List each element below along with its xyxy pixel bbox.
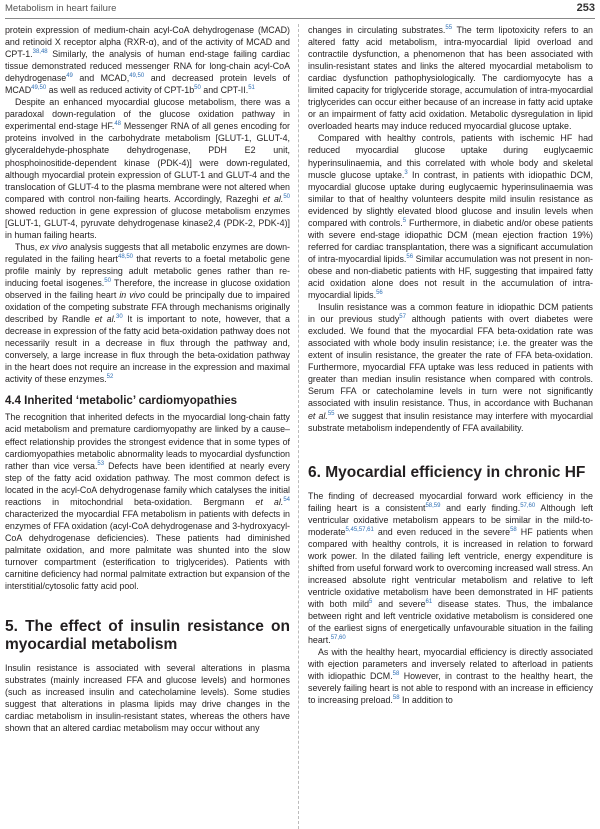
section-heading-5: 5. The effect of insulin resistance on myocardial metabolism [5, 618, 290, 654]
paragraph: The recognition that inherited defects in the myocardial long-chain fatty acid metabolism and premature cardiomyopathy are linked by a cause–effect relationship provides the strongest evidence that in some types of cardiomyopathies metabolic abnormality leads to myocardial dysfunction rather than vice versa.$^{53}$ Defects have been identified at nearly every step of the fatty acid oxidation pathway. The most common defect is located in the acyl-CoA dehydrogenase family which catalyses the initial reactions in mitochondrial beta-oxidation. Bergmann et al.$^{54}$ characterized the myocardial FFA metabolism in patients with defects in enzymes of FFA oxidation (acyl-CoA dehydrogenase and 3-hydroxyacyl-CoA dehydrogenase deficiencies). These patients had diminished palmitate oxidation, and more palmitate was shunted into the slow turnover compartment (esterification to triglycerides). Patients with carnitine deficiency had normal palmitate extraction but expansion of the interstitial/cytosolic fatty acid pool. [5, 412, 290, 592]
header-rule [5, 18, 595, 19]
section-heading-6: 6. Myocardial efficiency in chronic HF [308, 463, 586, 481]
left-column [5, 24, 290, 734]
paragraph: Insulin resistance was a common feature in idiopathic DCM patients in our previous study$^{57}$ although patients with overt diabetes were excluded. We found that the myocardial FFA beta-oxidation rate was associated with whole body insulin resistance; i.e. the greater was the extent of insulin resistance, the greater the rate of FFA beta-oxidation. Furthermore, myocardial FFA uptake was less reduced in patients with greater than median insulin resistance when compared with controls. Serum FFA or catecholamine levels in turn were not significantly associated with insulin resistance. Thus, in accordance with Buchanan et al.$^{55}$ we suggest that insulin resistance may interfere with myocardial substrate metabolism independently of FFA availability. [308, 302, 593, 433]
paragraph: Insulin resistance is associated with several alterations in plasma substrates (mainly increased FFA and glucose levels) and hormones (such as increased insulin and catecholamine levels). Some studies suggest that alterations in plasma lipids may drive changes in the cardiac metabolism in insulin-resistant states, whereas the others have shown that an altered cardiac metabolism may occur without any [5, 663, 290, 734]
running-header [5, 2, 595, 16]
paragraph: As with the healthy heart, myocardial efficiency is directly associated with ejection parameters and inversely related to afterload in patients with idiopathic DCM.$^{58}$ However, in contrast to the healthy heart, the severely failing heart is not able to respond with an increase in efficiency to increasing preload.$^{58}$ In addition to [308, 647, 593, 706]
section-heading-4-4: 4.4 Inherited ‘metabolic’ cardiomyopathies [5, 395, 237, 408]
paragraph: changes in circulating substrates.$^{55}$ The term lipotoxicity refers to an altered fatty acid metabolism, intra-myocardial lipid overload and contractile dysfunction, a phenomenon that has been associated with insulin-resistant states and links the altered myocardial metabolism to cardiac dysfunction pathophysiologically. The cardiomyocyte has a limited capacity for triglyceride storage, accumulation of intra-myocardial triglycerides can occur either because of an increase in fatty acid uptake or an impairment of fatty acid oxidation. Metabolic dysregulation in lipid overloaded hearts may induce reduced myocardial glucose uptake. [308, 25, 593, 132]
paragraph: Compared with healthy controls, patients with ischemic HF had reduced myocardial glucose uptake during euglycaemic hyperinsulinaemia, and this correlated with whole body and skeletal muscle glucose uptake.$^3$ In contrast, in patients with idiopathic DCM, myocardial glucose uptake during euglycaemic hyperinsulinaemia was similar to that of healthy volunteers despite mild insulin resistance as evidenced by slightly elevated blood glucose and insulin levels when compared with controls.$^5$ Furthermore, in diabetic and/or obese patients with severe end-stage idiopathic DCM (mean ejection fraction 19%) referred for cardiac transplantation, there was a significant accumulation of intra-myocardial lipids.$^{56}$ Similar accumulation was not present in non-obese and non-diabetic patients with HF, suggesting that impaired fatty acid oxidation alone does not result in the accumulation of intra-myocardial lipids.$^{56}$ [308, 133, 593, 301]
right-column [308, 24, 593, 706]
paragraph: Despite an enhanced myocardial glucose metabolism, there was a paradoxal down-regulation of the glucose oxidation pathway in experimental end-stage HF.$^{48}$ Messenger RNA of all genes encoding for proteins involved in the carbohydrate metabolism [GLUT-1, GLUT-4, glyceraldehyde-phosphate dehydrogenase, PDH E2 unit, phosphoinositide-dependent kinase (PDK-4)] were down-regulated, although myocardial protein expression of GLUT-1 and GLUT-4 and the translocation of GLUT-4 to the plasma membrane were not altered when compared with control non-failing hearts. Accordingly, Razeghi et al.$^{50}$ showed reduction in gene expression of glucose metabolism enzymes [GLUT-1, GLUT-4, pyruvate dehydrogenase kinase2,4 (PDK-2, PDK-4)] in human failing hearts. [5, 97, 291, 240]
column-separator [298, 24, 299, 829]
running-title: Metabolism in heart failure [5, 3, 117, 14]
paragraph: The finding of decreased myocardial forward work efficiency in the failing heart is a consistent$^{58,59}$ and early finding.$^{57,60}$ Although left ventricular oxidative metabolism appears to be similar in the mild-to-moderate$^{5,45,57,61}$ and even reduced in the severe$^{58}$ HF patients when compared with healthy controls, it is increased in relation to forward work power. In the dilated failing left ventricle, energy expenditure is shifted from useful forward work to overcoming increased wall stress. An increased absolute right ventricular metabolism and relative to left ventricle oxidative metabolism have been demonstrated in HF patients with both mild$^5$ and severe$^{61}$ disease states. Thus, the imbalance between right and left ventricle oxidative metabolism is considered one of the earliest signs of energetically unfavourable situation in the failing heart.$^{57,60}$ [308, 490, 593, 646]
page-number: 253 [576, 2, 595, 14]
paragraph: Thus, ex vivo analysis suggests that all metabolic enzymes are down-regulated in the failing heart$^{48,50}$ that reverts to a foetal metabolic gene profile mainly by repressing adult metabolic genes rather than re-inducing foetal isogenes.$^{50}$ Therefore, the increase in glucose oxidation observed in the failing heart in vivo could be principally due to impaired oxidation of the competing substrate FFA through mechanisms originally described by Randle et al.$^{30}$ It is important to note, however, that a decrease in expression of the fatty acid beta-oxidation pathway does not necessarily result in a decrease in flux through the pathway and, conversely, a large increase in flux through the beta-oxidation pathway in the heart does not require an increase in the expression and maximal activity of these enzymes.$^{52}$ [5, 241, 290, 385]
paragraph: protein expression of medium-chain acyl-CoA dehydrogenase (MCAD) and retinoid X receptor alpha (RXR-α), and of the activity of MCAD and CPT-1.$^{38,48}$ Similarly, the analysis of human end-stage failing cardiac tissue demonstrated reduced messenger RNA for long-chain acyl-CoA dehydrogenase$^{49}$ and MCAD,$^{49,50}$ and decreased protein levels of MCAD$^{49,50}$ as well as reduced activity of CPT-$1b^{50}$ and CPT-II.$^{51}$ [5, 25, 290, 96]
